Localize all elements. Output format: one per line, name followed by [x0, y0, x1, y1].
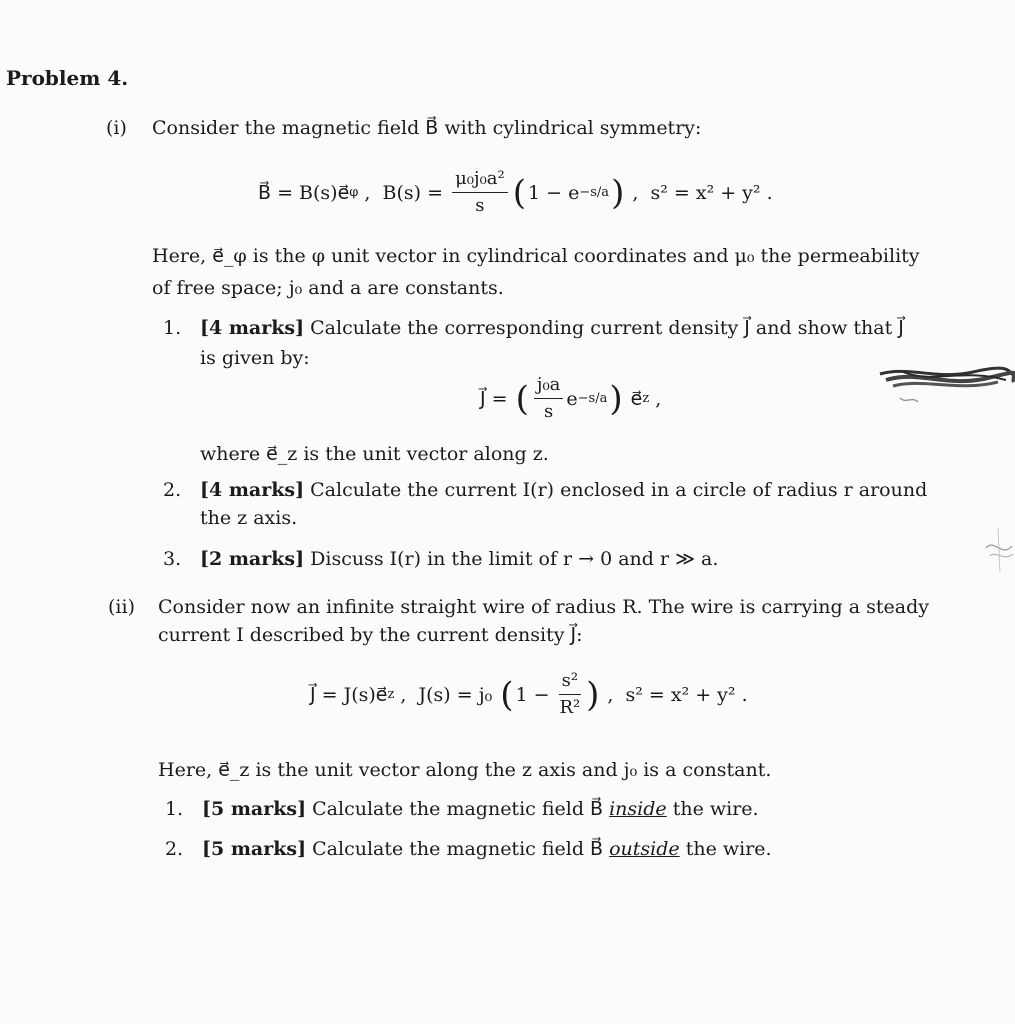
eq-jw-tail: , s² = x² + y² . [601, 683, 748, 706]
eq-j-fraction [534, 374, 564, 423]
eq-j-lhs: J⃗ = [480, 387, 514, 410]
paren-close: ) [586, 674, 600, 715]
item-ii-2 [202, 835, 772, 863]
item-ii-2-num: 2. [165, 838, 184, 860]
item-ii-2-post: the wire. [679, 838, 772, 860]
paren-close: ) [609, 378, 623, 419]
item-ii-1-marks: [5 marks] [202, 798, 307, 820]
eq-j-frac-num: j₀a [534, 374, 564, 399]
where-line: where e⃗_z is the unit vector along z. [200, 443, 549, 465]
part-i-here-line1: Here, e⃗_φ is the φ unit vector in cylindrical coordinates and μ₀ the permeability [152, 245, 920, 267]
item-ii-1-post: the wire. [666, 798, 759, 820]
eq-b-frac-num: μ₀j₀a² [452, 168, 508, 193]
part-i-here-line2: of free space; j₀ and a are constants. [152, 277, 504, 299]
pen-scribble [878, 360, 1015, 410]
eq-b-fraction [452, 168, 508, 217]
item-ii-2-pre: Calculate the magnetic field B⃗ [306, 838, 610, 860]
eq-j-end: , [649, 387, 662, 410]
eq-jw-sep: , J(s) = j₀ [394, 683, 499, 706]
item-ii-1-emph: inside [609, 798, 667, 820]
current-density-equation [310, 670, 748, 719]
item-ii-2-emph: outside [609, 838, 680, 860]
item-ii-1-num: 1. [165, 798, 184, 820]
eq-j-frac-den: s [544, 401, 554, 422]
paren-open: ( [512, 172, 527, 213]
j-equation [480, 374, 661, 423]
margin-mark [980, 520, 1015, 580]
item-ii-1 [202, 795, 759, 823]
item-i-1-marks: [4 marks] [200, 317, 305, 339]
part-ii-label: (ii) [108, 596, 135, 618]
eq-b-paren: 1 − e [528, 181, 580, 204]
eq-b-exp: −s/a [579, 185, 610, 200]
paren-open: ( [500, 674, 514, 715]
part-i-label: (i) [106, 117, 127, 139]
item-i-2 [200, 476, 927, 504]
eq-jw-lhs-sub: z [387, 687, 395, 702]
item-i-2-line1: Calculate the current I(r) enclosed in a circle of radius r around [304, 479, 928, 501]
item-i-1-line2: is given by: [200, 347, 310, 369]
eq-b-lhs-sub: φ [349, 185, 359, 200]
eq-jw-fraction [559, 670, 581, 719]
item-i-2-num: 2. [163, 479, 182, 501]
eq-jw-pre: 1 − [515, 683, 556, 706]
eq-jw-lhs: J⃗ = J(s)e⃗ [310, 683, 388, 706]
paren-open: ( [515, 378, 529, 419]
eq-b-frac-den: s [475, 195, 485, 216]
item-ii-1-pre: Calculate the magnetic field B⃗ [306, 798, 610, 820]
eq-b-lhs: B⃗ = B(s)e⃗ [258, 181, 350, 204]
item-i-3-num: 3. [163, 548, 182, 570]
part-ii-line1: Consider now an infinite straight wire of radius R. The wire is carrying a steady [158, 596, 929, 618]
eq-j-e: e [566, 387, 578, 410]
item-ii-2-marks: [5 marks] [202, 838, 307, 860]
part-i-intro: Consider the magnetic field B⃗ with cylindrical symmetry: [152, 117, 702, 139]
eq-j-exp: −s/a [577, 391, 608, 406]
problem-title: Problem 4. [6, 66, 129, 90]
eq-jw-frac-den: R² [559, 697, 581, 718]
item-i-2-line2: the z axis. [200, 507, 298, 529]
part-ii-here-line: Here, e⃗_z is the unit vector along the z axis and j₀ is a constant. [158, 759, 772, 781]
item-i-3-line1: Discuss I(r) in the limit of r → 0 and r ≫ a. [304, 548, 719, 570]
item-i-2-marks: [4 marks] [200, 479, 305, 501]
paren-close: ) [611, 172, 625, 213]
eq-b-sep: , B(s) = [358, 181, 450, 204]
item-i-3-marks: [2 marks] [200, 548, 305, 570]
item-i-1-line1: Calculate the corresponding current density J⃗ and show that J⃗ [304, 317, 904, 339]
eq-b-tail: , s² = x² + y² . [626, 181, 773, 204]
part-ii-line2: current I described by the current density J⃗: [158, 624, 583, 646]
eq-jw-frac-num: s² [559, 670, 581, 695]
item-i-3 [200, 545, 718, 573]
item-i-1 [200, 314, 904, 342]
item-i-1-num: 1. [163, 317, 182, 339]
b-field-equation [258, 168, 773, 217]
eq-j-tail-sub: z [642, 391, 650, 406]
eq-j-tail: e⃗ [624, 387, 643, 410]
